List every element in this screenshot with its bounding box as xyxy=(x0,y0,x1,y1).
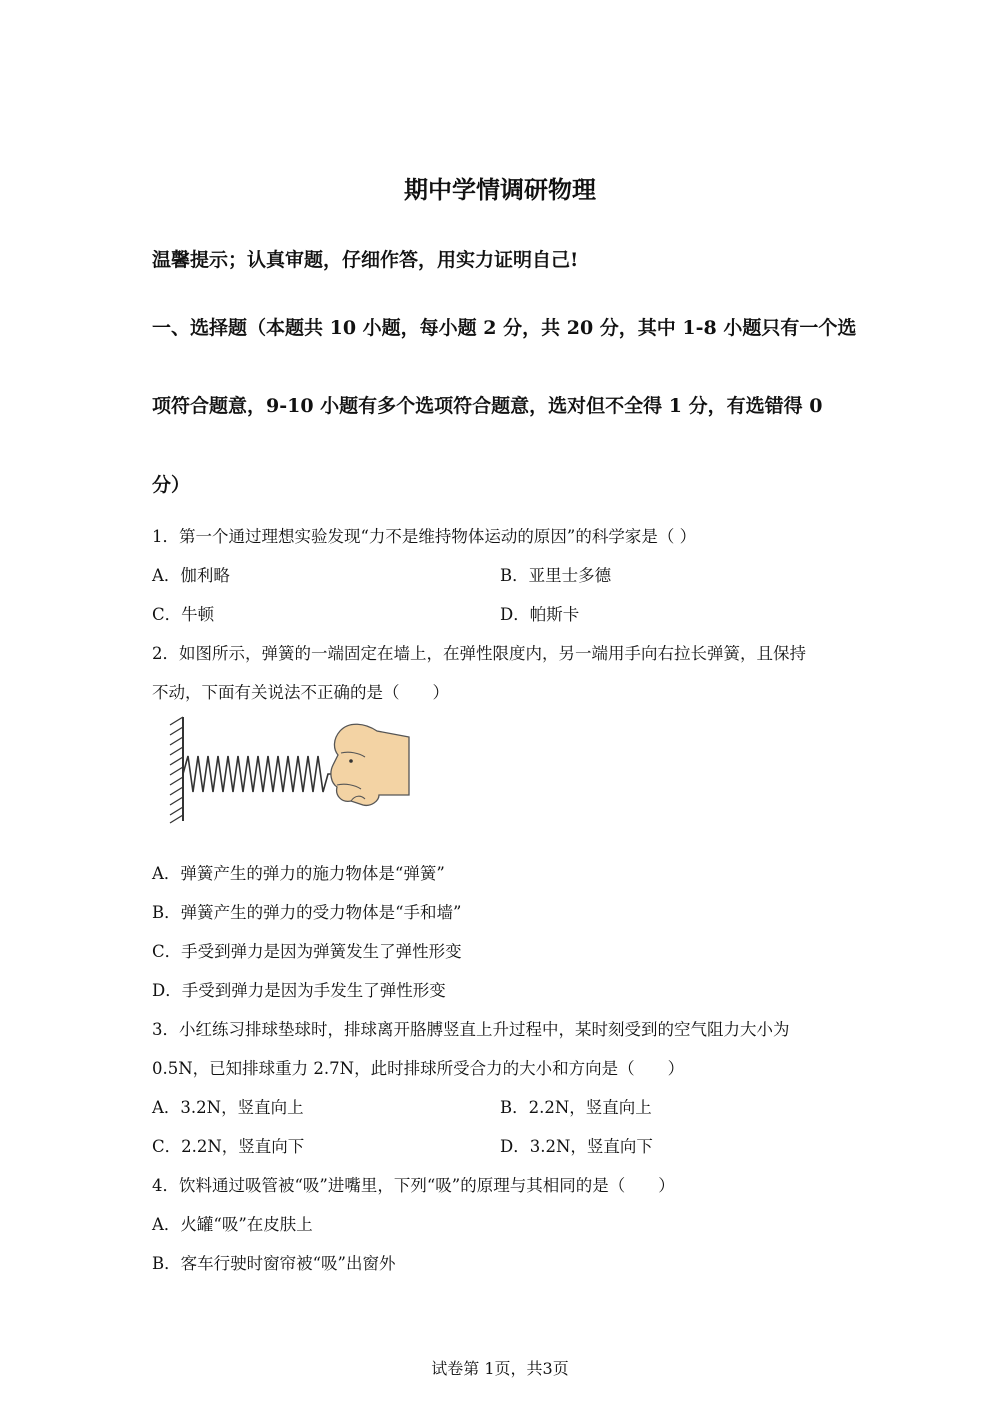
question-4-option-b: B．客车行驶时窗帘被“吸”出窗外 xyxy=(152,1254,396,1273)
question-1-option-d: D．帕斯卡 xyxy=(500,605,580,624)
question-3-option-d: D．3.2N，竖直向下 xyxy=(500,1137,653,1156)
question-2-option-a: A．弹簧产生的弹力的施力物体是“弹簧” xyxy=(152,864,445,883)
question-3-option-a: A．3.2N，竖直向上 xyxy=(152,1098,304,1117)
question-4-stem: 4．饮料通过吸管被“吸”进嘴里，下列“吸”的原理与其相同的是（ ） xyxy=(152,1176,675,1195)
question-2-option-c: C．手受到弹力是因为弹簧发生了弹性形变 xyxy=(152,942,462,961)
page-footer: 试卷第 1页，共3页 xyxy=(431,1359,569,1378)
question-3-option-c: C．2.2N，竖直向下 xyxy=(152,1137,305,1156)
question-3-stem-line-2: 0.5N，已知排球重力 2.7N，此时排球所受合力的大小和方向是（ ） xyxy=(152,1059,685,1078)
question-3-option-b: B．2.2N，竖直向上 xyxy=(500,1098,652,1117)
question-2-stem-line-2: 不动，下面有关说法不正确的是（ ） xyxy=(152,683,449,702)
question-1-option-b: B．亚里士多德 xyxy=(500,566,612,585)
question-2-option-d: D．手受到弹力是因为手发生了弹性形变 xyxy=(152,981,446,1000)
question-2-stem-line-1: 2．如图所示，弹簧的一端固定在墙上，在弹性限度内，另一端用手向右拉长弹簧，且保持 xyxy=(152,644,806,663)
section-heading-line-3: 分） xyxy=(152,474,191,496)
question-1-option-a: A．伽利略 xyxy=(152,566,230,585)
question-4-option-a: A．火罐“吸”在皮肤上 xyxy=(152,1215,313,1234)
question-2-option-b: B．弹簧产生的弹力的受力物体是“手和墙” xyxy=(152,903,462,922)
section-heading-line-2: 项符合题意，9-10 小题有多个选项符合题意，选对但不全得 1 分，有选错得 0 xyxy=(152,395,823,417)
wall-icon xyxy=(170,717,183,823)
question-3-stem-line-1: 3．小红练习排球垫球时，排球离开胳膊竖直上升过程中，某时刻受到的空气阻力大小为 xyxy=(152,1020,790,1039)
question-1-stem: 1．第一个通过理想实验发现“力不是维持物体运动的原因”的科学家是（ ） xyxy=(152,527,697,546)
tip-text: 温馨提示；认真审题，仔细作答，用实力证明自己! xyxy=(152,249,579,271)
spring-hand-figure xyxy=(165,713,410,825)
hand-icon xyxy=(331,724,409,805)
page-title: 期中学情调研物理 xyxy=(404,175,596,204)
spring-icon xyxy=(183,756,335,792)
section-heading-line-1: 一、选择题（本题共 10 小题，每小题 2 分，共 20 分，其中 1-8 小题只有一个选 xyxy=(152,317,857,339)
question-1-option-c: C．牛顿 xyxy=(152,605,215,624)
